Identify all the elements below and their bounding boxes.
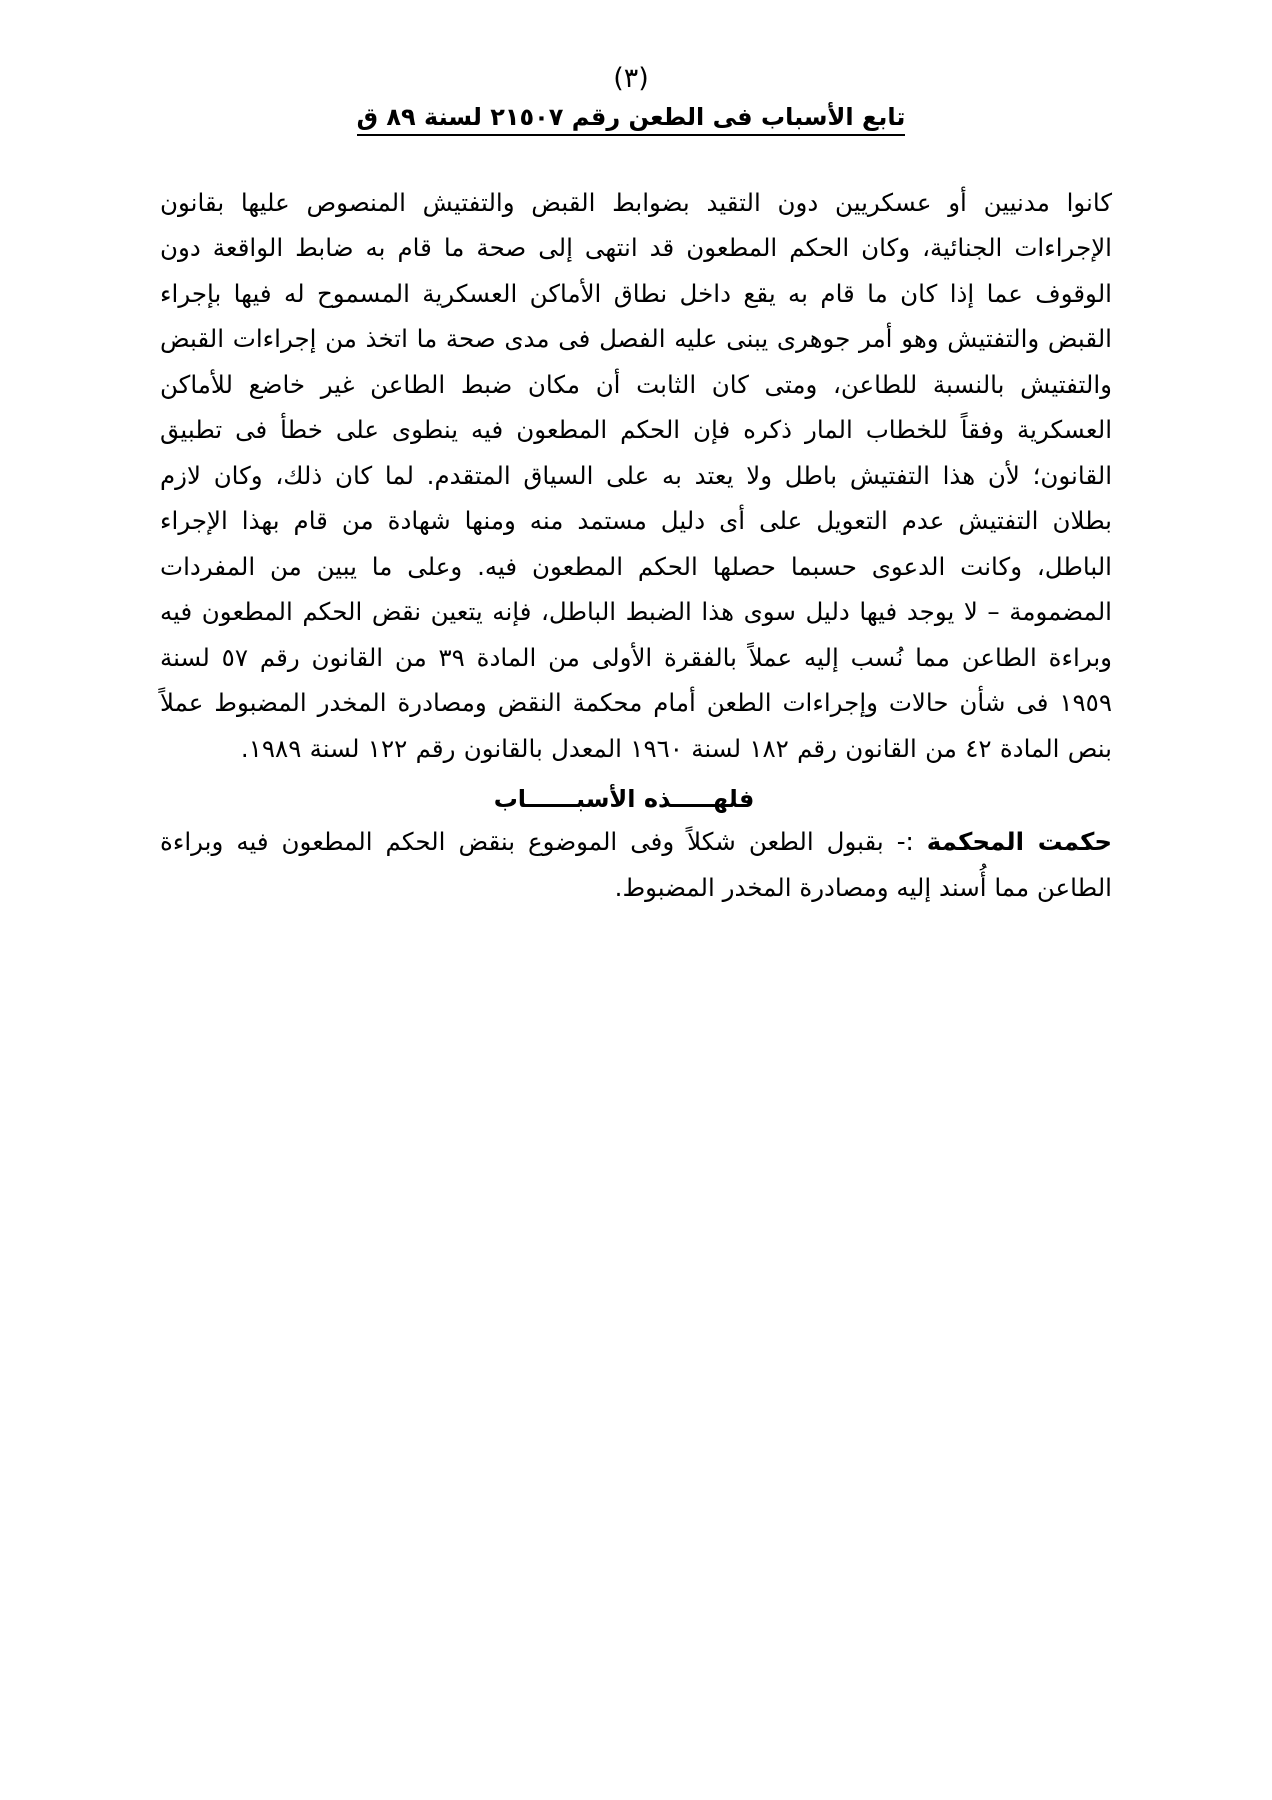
document-content [160, 62, 1112, 910]
page-number: (٣) [613, 63, 649, 94]
document-header-text: تابع الأسباب فى الطعن رقم ٢١٥٠٧ لسنة ٨٩ ق [357, 102, 906, 136]
section-heading-for-these-reasons: فلهـــــذه الأسبــــــاب [493, 785, 755, 814]
ruling-text: :- بقبول الطعن شكلاً وفى الموضوع بنقض الحكم المطعون فيه وبراءة الطاعن مما أُسند إليه ومصادرة المخدر المضبوط. [160, 827, 1112, 902]
body-paragraph: كانوا مدنيين أو عسكريين دون التقيد بضوابط القبض والتفتيش المنصوص عليها بقانون الإجراءات الجنائية، وكان الحكم المطعون قد انتهى إلى صحة ما قام به ضابط الواقعة دون الوقوف عما إذا كان ما قام به يقع داخل نطاق الأماكن العسكرية المسموح له فيها بإجراء القبض والتفتيش وهو أمر جوهرى يبنى عليه الفصل فى مدى صحة ما اتخذ من إجراءات القبض والتفتيش بالنسبة للطاعن، ومتى كان الثابت أن مكان ضبط الطاعن غير خاضع للأماكن العسكرية وفقاً للخطاب المار ذكره فإن الحكم المطعون فيه ينطوى على خطأ فى تطبيق القانون؛ لأن هذا التفتيش باطل ولا يعتد به على السياق المتقدم. لما كان ذلك، وكان لازم بطلان التفتيش عدم التعويل على أى دليل مستمد منه ومنها شهادة من قام بهذا الإجراء الباطل، وكانت الدعوى حسبما حصلها الحكم المطعون فيه. وعلى ما يبين من المفردات المضمومة – لا يوجد فيها دليل سوى هذا الضبط الباطل، فإنه يتعين نقض الحكم المطعون فيه وبراءة الطاعن مما نُسب إليه عملاً بالفقرة الأولى من المادة ٣٩ من القانون رقم ٥٧ لسنة ١٩٥٩ فى شأن حالات وإجراءات الطعن أمام محكمة النقض ومصادرة المخدر المضبوط عملاً بنص المادة ٤٢ من القانون رقم ١٨٢ لسنة ١٩٦٠ المعدل بالقانون رقم ١٢٢ لسنة ١٩٨٩. [160, 187, 1112, 763]
document-header [160, 102, 1112, 136]
ruling-paragraph [160, 819, 1112, 910]
court-ruled-label: حكمت المحكمة [926, 827, 1113, 857]
